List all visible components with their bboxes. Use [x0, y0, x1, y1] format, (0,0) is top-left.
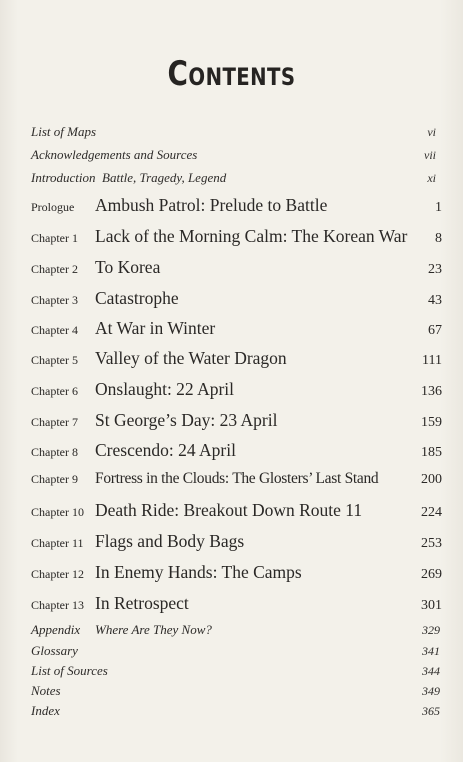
toc-entry-label: Acknowledgements and Sources: [31, 147, 198, 162]
toc-entry-title: Catastrophe: [95, 288, 179, 308]
toc-entry-label: Chapter 4: [31, 323, 78, 337]
toc-entry-page: 349: [422, 684, 440, 698]
toc-entry-page: vii: [424, 148, 436, 162]
toc-entry-label: List of Sources: [31, 663, 108, 678]
toc-entry-chapter-2: [31, 257, 442, 278]
toc-entry-chapter-11: [31, 531, 442, 552]
toc-entry-chapter-9: [31, 470, 442, 488]
toc-entry-chapter-12: [31, 562, 442, 583]
toc-entry-title: At War in Winter: [95, 318, 216, 338]
toc-entry-page: 1: [435, 200, 442, 215]
toc-entry-title: To Korea: [95, 257, 161, 277]
toc-entry-chapter-4: [31, 318, 442, 339]
toc-entry-label: Chapter 10: [31, 505, 84, 519]
toc-entry-page: 329: [422, 623, 440, 637]
toc-entry-title: Ambush Patrol: Prelude to Battle: [95, 195, 328, 215]
toc-entry-title: Death Ride: Breakout Down Route 11: [95, 500, 363, 520]
toc-entry-label: List of Maps: [31, 124, 97, 139]
toc-entry-label: Glossary: [31, 643, 78, 658]
toc-entry-glossary: [31, 643, 440, 659]
toc-entry-label: Chapter 9: [31, 472, 78, 486]
toc-entry-page: xi: [427, 171, 436, 185]
toc-entry-index: [31, 703, 440, 719]
toc-entry-prologue: [31, 195, 442, 216]
toc-entry-chapter-10: [31, 500, 442, 521]
toc-entry-title: In Retrospect: [95, 593, 189, 613]
toc-entry-page: 253: [421, 536, 442, 551]
toc-entry-chapter-13: [31, 593, 442, 614]
toc-entry-title: Valley of the Water Dragon: [95, 348, 287, 368]
toc-entry-page: 185: [421, 445, 442, 460]
toc-entry-notes: [31, 683, 440, 699]
toc-entry-title: Crescendo: 24 April: [95, 440, 236, 460]
toc-entry-title: Where Are They Now?: [95, 622, 212, 637]
toc-entry-page: 224: [421, 505, 442, 520]
toc-entry-label: Chapter 2: [31, 262, 78, 276]
toc-entry-page: 269: [421, 567, 442, 582]
toc-entry-page: 344: [422, 664, 440, 678]
toc-entry-title: Onslaught: 22 April: [95, 379, 235, 399]
toc-entry-page: 136: [421, 384, 442, 399]
toc-entry-label: Chapter 7: [31, 415, 78, 429]
toc-entry-label: Chapter 1: [31, 231, 78, 245]
toc-entry-list-of-sources: [31, 663, 440, 679]
toc-entry-label: Chapter 3: [31, 293, 78, 307]
toc-entry-label: Prologue: [31, 200, 75, 214]
toc-entry-label: Notes: [31, 683, 61, 698]
toc-entry-page: 111: [422, 353, 442, 368]
toc-entry-chapter-5: [31, 348, 442, 369]
toc-entry-page: 341: [422, 644, 440, 658]
toc-entry-page: 365: [422, 704, 440, 718]
toc-entry-chapter-7: [31, 410, 442, 431]
toc-entry-page: 8: [435, 231, 442, 246]
toc-entry-title: Fortress in the Clouds: The Glosters’ Last Stand: [95, 470, 379, 487]
toc-entry-label: Chapter 12: [31, 567, 84, 581]
toc-entry-label: Chapter 13: [31, 598, 84, 612]
toc-entry-page: 159: [421, 415, 442, 430]
toc-entry-page: 301: [421, 598, 442, 613]
toc-entry-chapter-6: [31, 379, 442, 400]
toc-entry-introduction: [31, 170, 436, 186]
toc-entry-label: Chapter 11: [31, 536, 84, 550]
toc-entry-page: 43: [428, 293, 442, 308]
toc-entry-label: Appendix: [31, 622, 81, 637]
toc-entry-chapter-3: [31, 288, 442, 309]
toc-entry-chapter-8: [31, 440, 442, 461]
toc-entry-title: Flags and Body Bags: [95, 531, 245, 551]
toc-entry-page: vi: [427, 125, 436, 139]
toc-entry-label: Chapter 8: [31, 445, 78, 459]
toc-entry-page: 200: [421, 472, 442, 487]
toc-entry-chapter-1: [31, 226, 442, 247]
toc-entry-page: 67: [428, 323, 442, 338]
toc-entry-page: 23: [428, 262, 442, 277]
toc-entry-label: Chapter 6: [31, 384, 78, 398]
toc-entry-label: Index: [31, 703, 60, 718]
toc-entry-title: Lack of the Morning Calm: The Korean War: [95, 226, 408, 246]
toc-entry-title: St George’s Day: 23 April: [95, 410, 278, 430]
page-title: Contents: [167, 54, 296, 94]
toc-entry-appendix: [31, 622, 440, 638]
toc-entry-list-of-maps: [31, 124, 436, 140]
toc-entry-label: Introduction Battle, Tragedy, Legend: [31, 170, 227, 185]
toc-entry-label: Chapter 5: [31, 353, 78, 367]
toc-entry-acknowledgements: [31, 147, 436, 163]
toc-entry-title: In Enemy Hands: The Camps: [95, 562, 302, 582]
